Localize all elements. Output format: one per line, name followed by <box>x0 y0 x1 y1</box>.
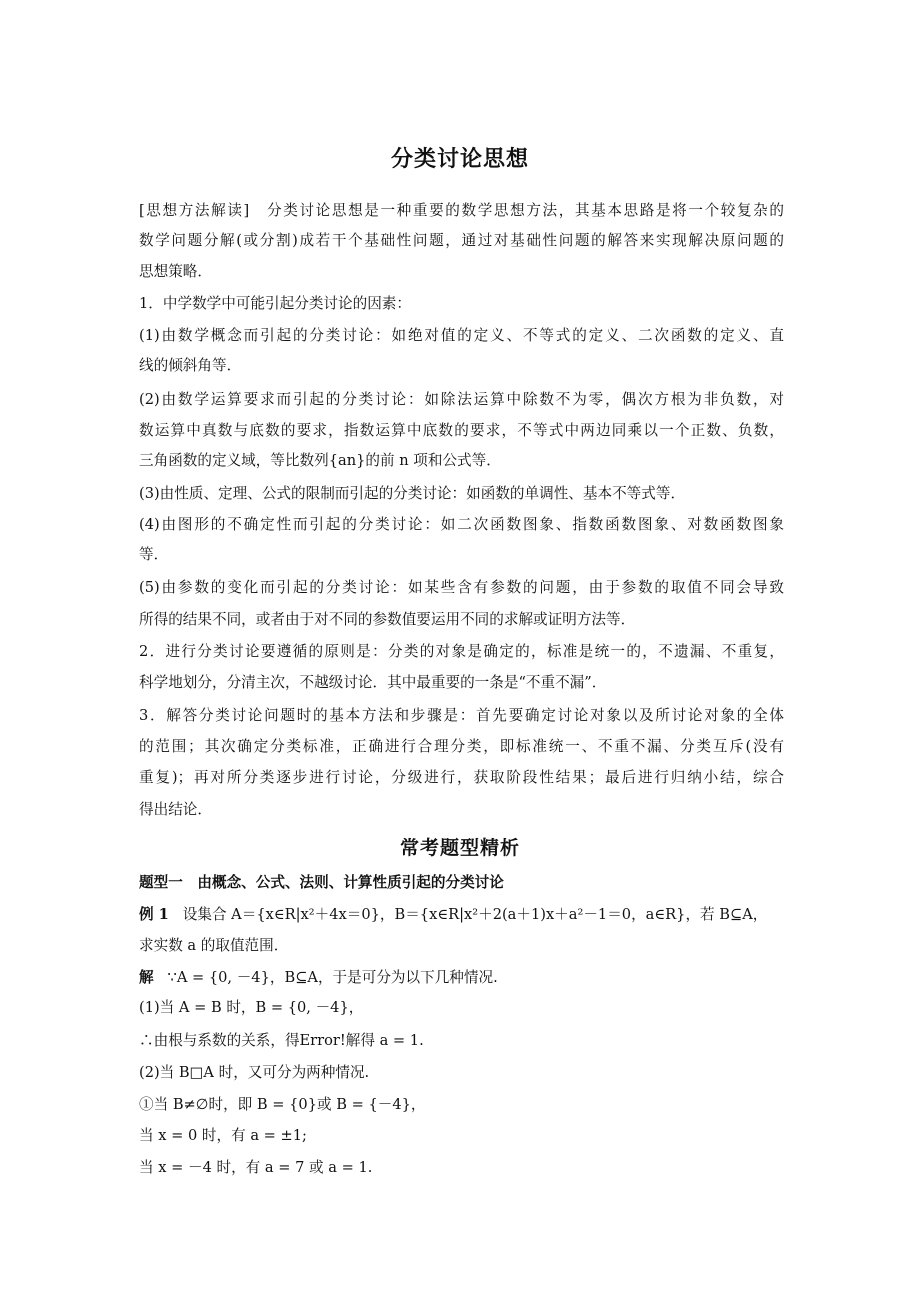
text-line: 等． <box>139 546 169 563</box>
text-line: 3．解答分类讨论问题时的基本方法和步骤是：首先要确定讨论对象以及所讨论对象的全体 <box>139 707 784 724</box>
solution-line: ∴由根与系数的关系，得Error!解得 a = 1. <box>139 1032 424 1049</box>
text-line: 2．进行分类讨论要遵循的原则是：分类的对象是确定的，标准是统一的，不遗漏、不重复， <box>139 643 784 660</box>
solution-line: 当 x = －4 时，有 a = 7 或 a = 1. <box>139 1159 373 1176</box>
solution-label: 解 <box>139 969 154 986</box>
example-text: 设集合 A＝{x∈R|x²＋4x＝0}，B＝{x∈R|x²＋2(a＋1)x＋a²－1＝0，a∈R}，若 B⊆A， <box>182 906 768 923</box>
text-line: [思想方法解读] 分类讨论思想是一种重要的数学思想方法，其基本思路是将一个较复杂的 <box>139 202 784 219</box>
text-line: 数运算中真数与底数的要求，指数运算中底数的要求，不等式中两边同乘以一个正数、负数， <box>139 422 784 439</box>
text-line: (1)由数学概念而引起的分类讨论：如绝对值的定义、不等式的定义、二次函数的定义、直 <box>139 327 784 344</box>
text-line: 科学地划分，分清主次，不越级讨论．其中最重要的一条是“不重不漏”． <box>139 674 607 691</box>
section-title: 常考题型精析 <box>399 837 520 859</box>
text-line: 三角函数的定义域，等比数列{an}的前 n 项和公式等． <box>139 452 501 469</box>
text-line: (3)由性质、定理、公式的限制而引起的分类讨论：如函数的单调性、基本不等式等． <box>139 485 686 502</box>
text-line: 思想策略． <box>139 263 212 280</box>
text-line: 数学问题分解(或分割)成若干个基础性问题，通过对基础性问题的解答来实现解决原问题的 <box>139 232 784 249</box>
text-line: (4)由图形的不确定性而引起的分类讨论：如二次函数图象、指数函数图象、对数函数图象 <box>139 516 784 533</box>
example-line: 求实数 a 的取值范围． <box>139 937 289 954</box>
solution-line: (1)当 A = B 时，B = {0, －4}， <box>139 999 364 1016</box>
text-line: 所得的结果不同，或者由于对不同的参数值要运用不同的求解或证明方法等． <box>139 611 636 628</box>
solution-line <box>139 968 784 988</box>
text-line: 得出结论． <box>139 801 212 818</box>
type-heading: 题型一 由概念、公式、法则、计算性质引起的分类讨论 <box>139 874 504 891</box>
text-line: (5)由参数的变化而引起的分类讨论：如某些含有参数的问题，由于参数的取值不同会导致 <box>139 579 784 596</box>
solution-text: ∵A = {0, －4}，B⊆A，于是可分为以下几种情况. <box>167 969 498 986</box>
text-line: 1．中学数学中可能引起分类讨论的因素： <box>139 295 411 312</box>
text-line: 的范围；其次确定分类标准，正确进行合理分类，即标准统一、不重不漏、分类互斥(没有 <box>139 738 784 755</box>
text-line: 重复)；再对所分类逐步进行讨论，分级进行，获取阶段性结果；最后进行归纳小结，综合 <box>139 769 784 786</box>
solution-line: ①当 B≠∅时，即 B = {0}或 B = {－4}， <box>139 1096 426 1113</box>
solution-line: (2)当 B□A 时，又可分为两种情况. <box>139 1064 370 1081</box>
example-label: 例 1 <box>139 906 169 923</box>
text-line: 线的倾斜角等． <box>139 357 242 374</box>
solution-line: 当 x = 0 时，有 a = ±1; <box>139 1127 307 1144</box>
example-line <box>139 905 784 925</box>
page-title: 分类讨论思想 <box>390 147 529 172</box>
text-line: (2)由数学运算要求而引起的分类讨论：如除法运算中除数不为零，偶次方根为非负数，对 <box>139 391 784 408</box>
